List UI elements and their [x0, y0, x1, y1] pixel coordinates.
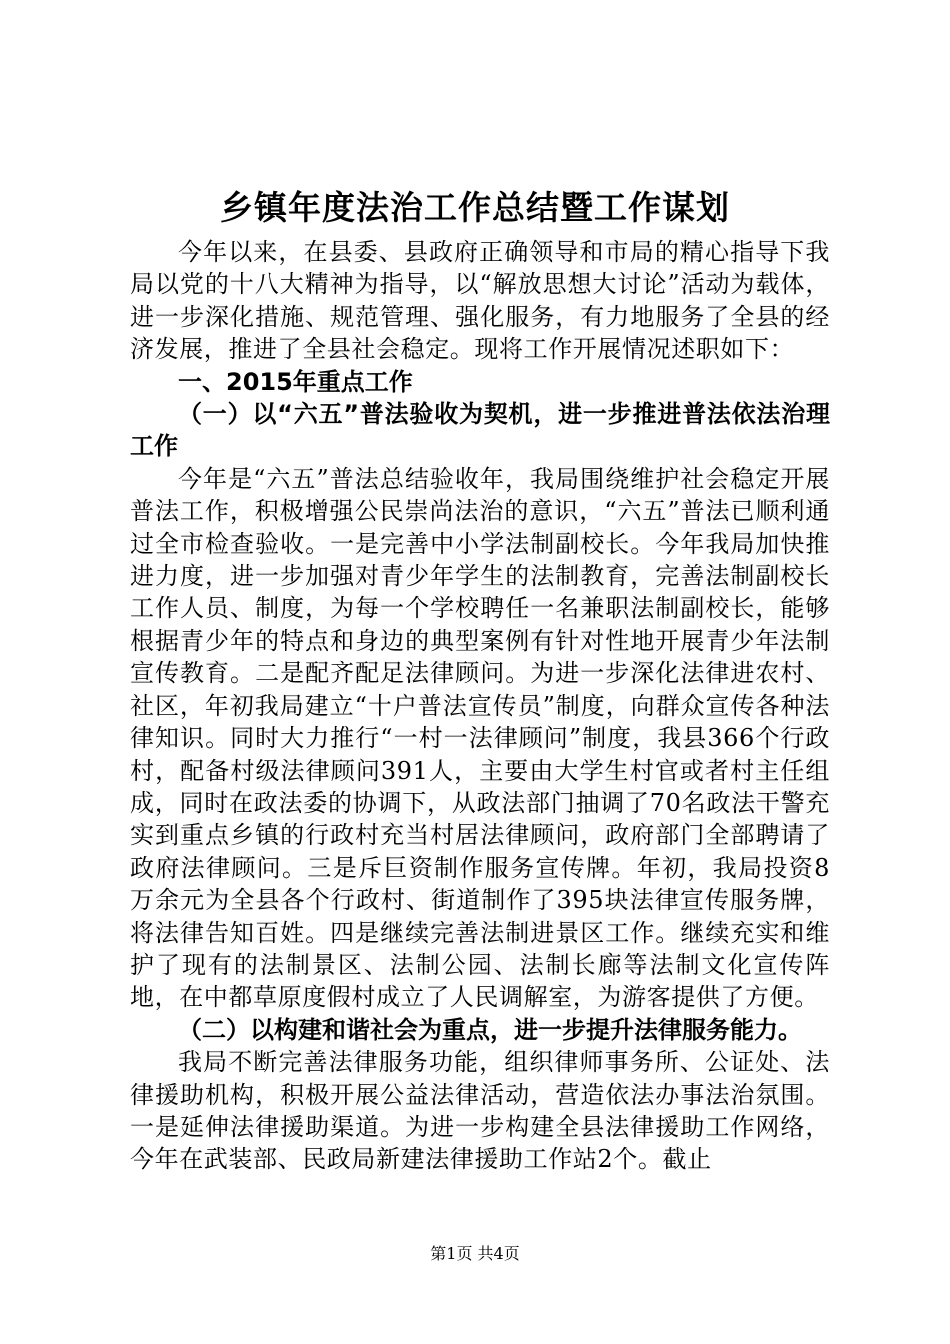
page-footer: 第1页 共4页 — [430, 1244, 520, 1263]
section-heading: 一、2015年重点工作 — [178, 367, 413, 396]
document-title: 乡镇年度法治工作总结暨工作谋划 — [220, 188, 730, 227]
subsection-heading-1: （一）以“六五”普法验收为契机，进一步推进普法依法治理工作 — [130, 400, 830, 461]
subsection-heading-2: （二）以构建和谐社会为重点，进一步提升法律服务能力。 — [178, 1015, 802, 1044]
intro-paragraph: 今年以来，在县委、县政府正确领导和市局的精心指导下我局以党的十八大精神为指导，以“解放思想大讨论”活动为载体，进一步深化措施、规范管理、强化服务，有力地服务了全县的经济发展，推进了全县社会稳定。现将工作开展情况述职如下： — [130, 238, 830, 364]
body-paragraph-2: 我局不断完善法律服务功能，组织律师事务所、公证处、法律援助机构，积极开展公益法律活动，营造依法办事法治氛围。一是延伸法律援助渠道。为进一步构建全县法律援助工作网络，今年在武装部、民政局新建法律援助工作站2个。截止 — [130, 1048, 830, 1174]
body-paragraph-1: 今年是“六五”普法总结验收年，我局围绕维护社会稳定开展普法工作，积极增强公民崇尚法治的意识，“六五”普法已顺利通过全市检查验收。一是完善中小学法制副校长。今年我局加快推进力度，进一步加强对青少年学生的法制教育，完善法制副校长工作人员、制度，为每一个学校聘任一名兼职法制副校长，能够根据青少年的特点和身边的典型案例有针对性地开展青少年法制宣传教育。二是配齐配足法律顾问。为进一步深化法律进农村、社区，年初我局建立“十户普法宣传员”制度，向群众宣传各种法律知识。同时大力推行“一村一法律顾问”制度，我县366个行政村，配备村级法律顾问391人，主要由大学生村官或者村主任组成，同时在政法委的协调下，从政法部门抽调了70名政法干警充实到重点乡镇的行政村充当村居法律顾问，政府部门全部聘请了政府法律顾问。三是斥巨资制作服务宣传牌。年初，我局投资8万余元为全县各个行政村、街道制作了395块法律宣传服务牌，将法律告知百姓。四是继续完善法制进景区工作。继续充实和维护了现有的法制景区、法制公园、法制长廊等法制文化宣传阵地，在中都草原度假村成立了人民调解室，为游客提供了方便。 — [130, 464, 830, 1012]
document-body — [130, 236, 830, 1176]
